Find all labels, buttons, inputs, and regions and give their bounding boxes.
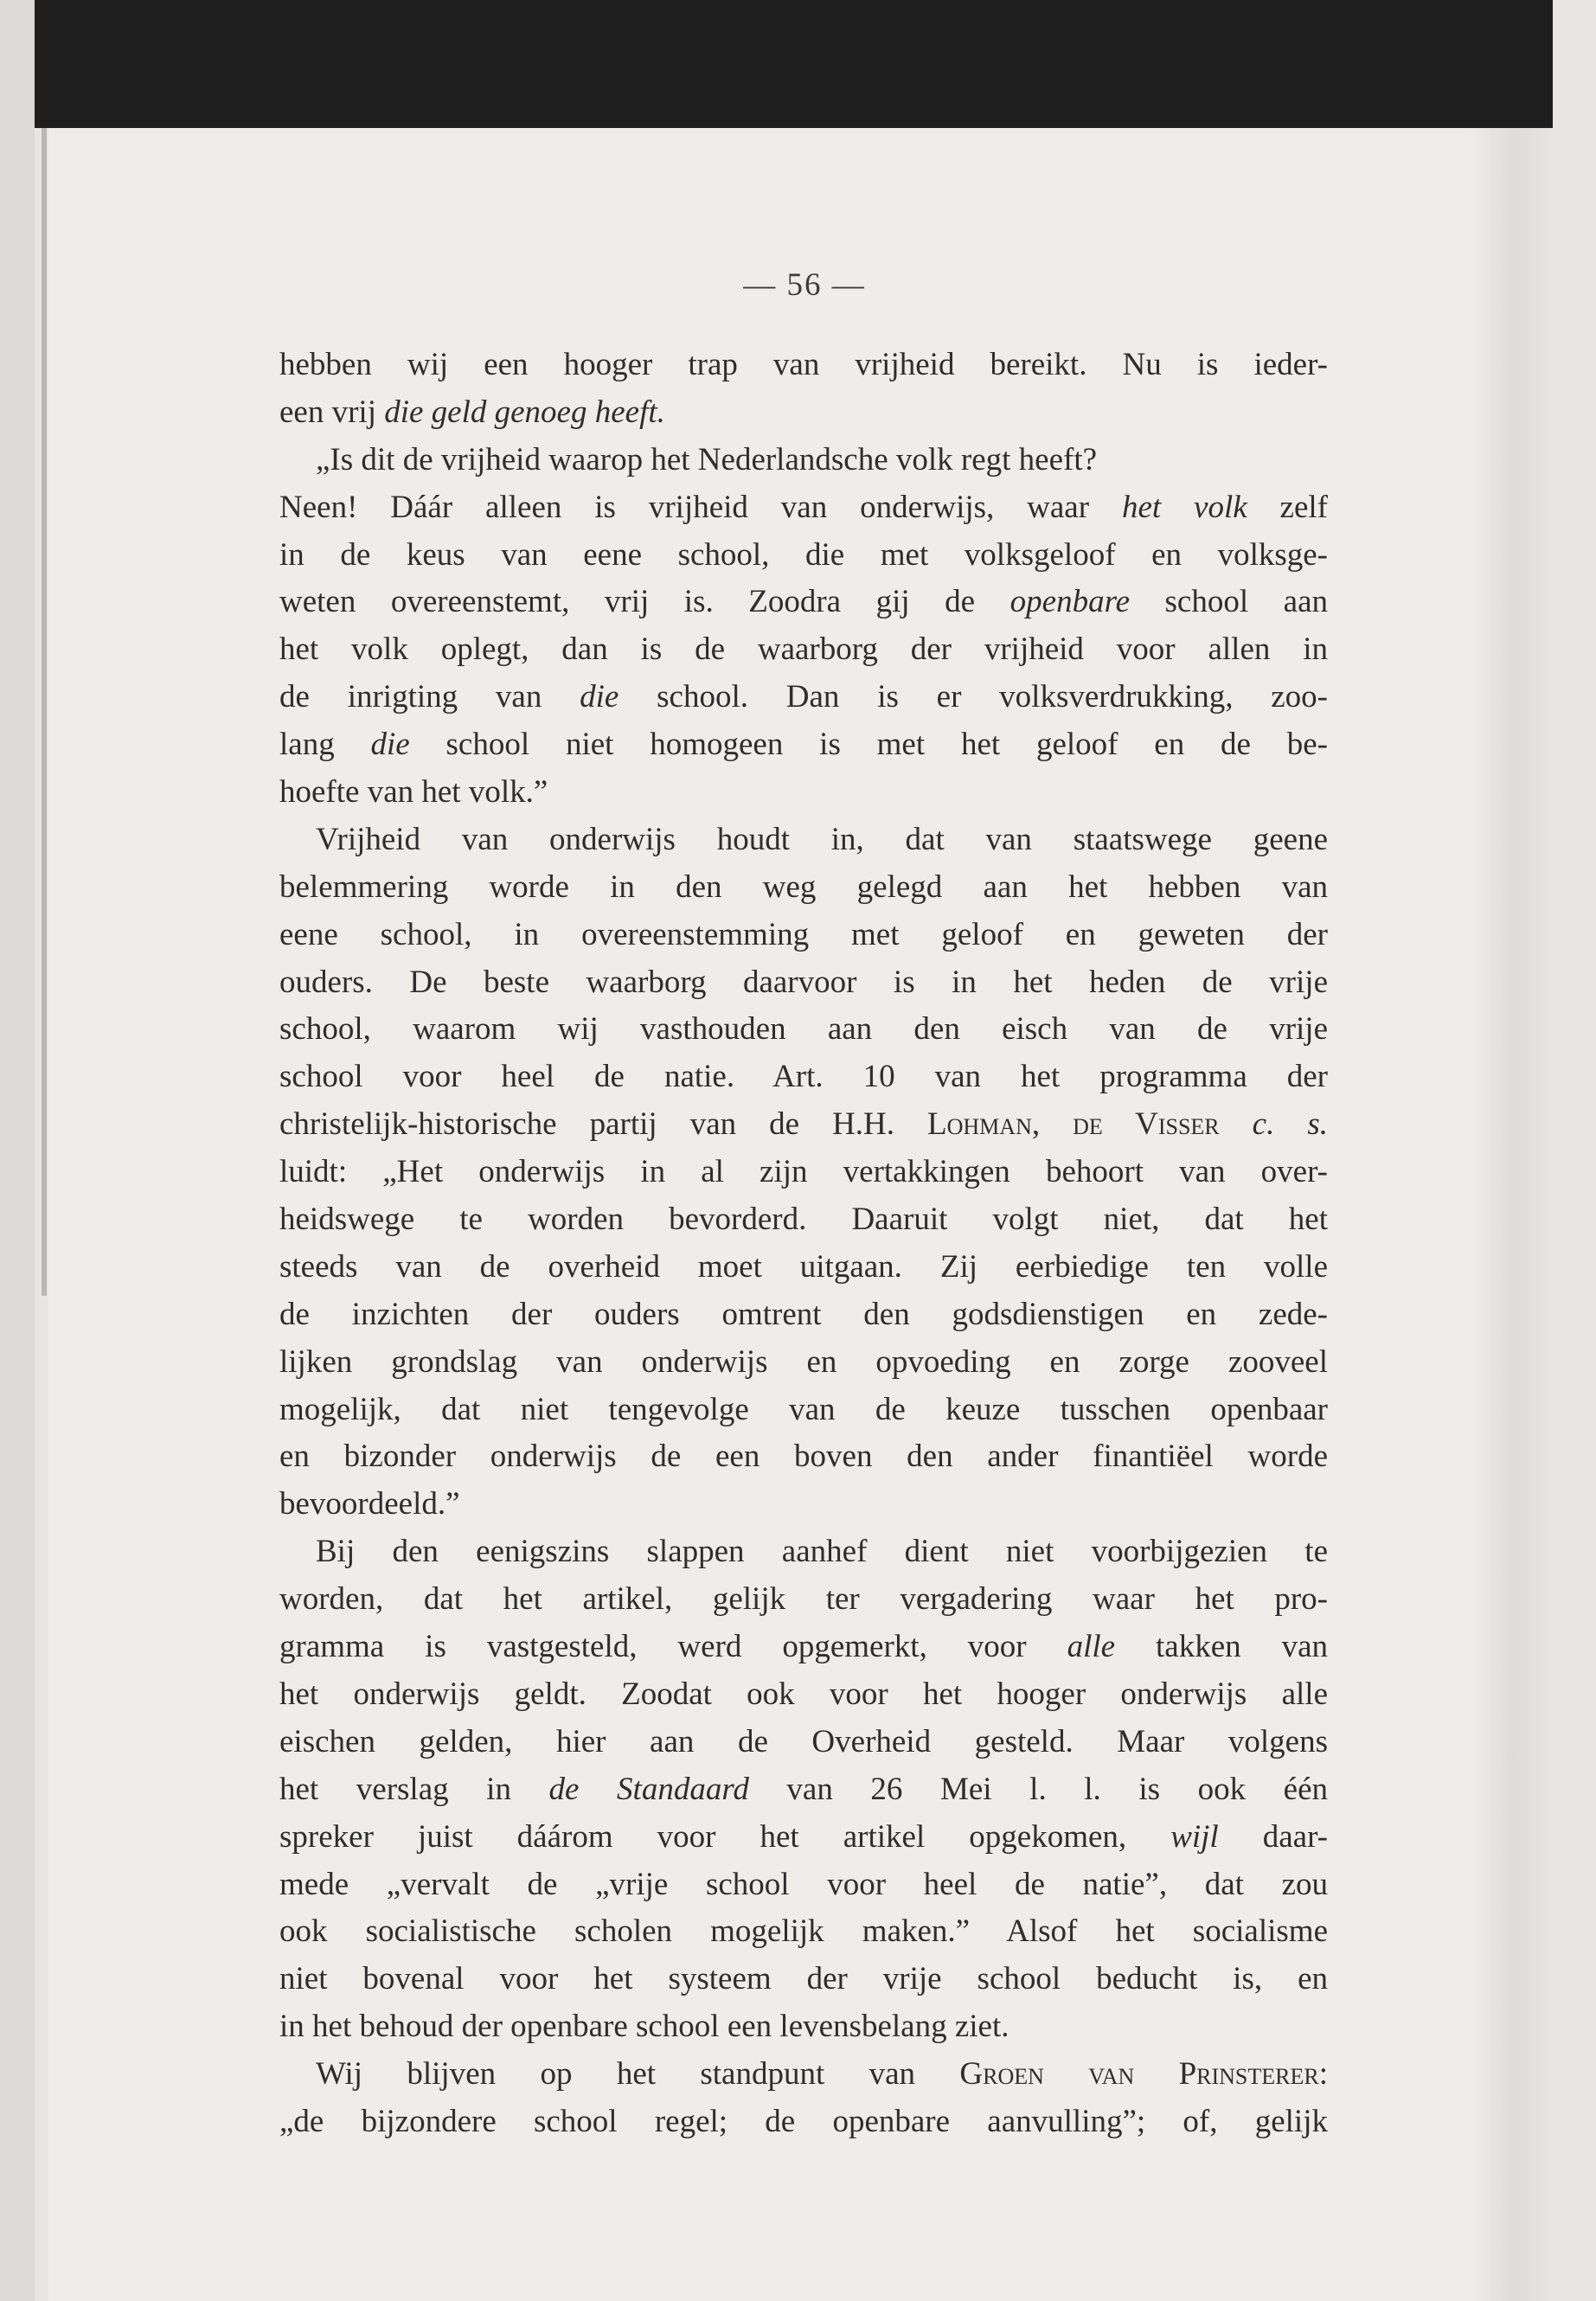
text-line [279, 1006, 1328, 1054]
text-line [279, 1196, 1328, 1244]
text-segment: weten overeenstemt, vrij is. Zoodra gij de [279, 584, 1010, 620]
text-segment: de inrigting van [279, 679, 580, 715]
page-gutter-shadow [1471, 128, 1549, 2301]
text-line [279, 1814, 1328, 1862]
italic-text: de Standaard [548, 1771, 749, 1807]
text-segment: het onderwijs geldt. Zoodat ook voor het hooger onderwijs alle [279, 1676, 1328, 1712]
text-line [279, 1956, 1328, 2003]
text-segment: school aan [1130, 584, 1329, 620]
italic-text: c. s. [1252, 1106, 1329, 1143]
text-line [279, 1766, 1328, 1814]
text-line [279, 2051, 1328, 2099]
italic-text: die geld genoeg heeft. [384, 394, 665, 430]
text-line [279, 1862, 1328, 1909]
text-segment: ouders. De beste waarborg daarvoor is in het heden de vrije [279, 964, 1328, 1000]
text-segment: het volk oplegt, dan is de waarborg der vrijheid voor allen in [279, 631, 1328, 668]
text-line [279, 342, 1328, 389]
text-segment: school, waarom wij vasthouden aan den eisch van de vrije [279, 1011, 1328, 1048]
text-line [279, 959, 1328, 1007]
text-segment: in de keus van eene school, die met volksgeloof en volksge- [279, 536, 1328, 573]
text-line [279, 1624, 1328, 1671]
text-line [279, 2003, 1328, 2051]
text-segment: takken van [1115, 1629, 1329, 1665]
small-caps-name: Groen van Prinsterer [959, 2056, 1319, 2093]
text-segment: zelf [1247, 489, 1329, 525]
italic-text: het volk [1121, 489, 1247, 525]
text-line [279, 2099, 1328, 2146]
text-segment: mogelijk, dat niet tengevolge van de keuze tusschen openbaar [279, 1391, 1328, 1427]
body-text [279, 342, 1328, 2146]
text-line [279, 912, 1328, 959]
text-segment: school. Dan is er volksverdrukking, zoo- [619, 679, 1328, 715]
text-segment: Vrijheid van onderwijs houdt in, dat van staatswege geene [316, 821, 1328, 857]
text-line [279, 1481, 1328, 1529]
italic-text: alle [1067, 1629, 1116, 1665]
text-line [279, 1576, 1328, 1624]
text-segment: ook socialistische scholen mogelijk maken.” Alsof het socialisme [279, 1913, 1328, 1950]
text-line [279, 1387, 1328, 1434]
italic-text: wijl [1170, 1818, 1219, 1855]
text-line [279, 1339, 1328, 1387]
text-segment: daar- [1218, 1818, 1328, 1855]
text-segment: worden, dat het artikel, gelijk ter vergadering waar het pro- [279, 1581, 1328, 1618]
text-segment [1220, 1106, 1253, 1142]
text-line [279, 1149, 1328, 1196]
text-segment: de inzichten der ouders omtrent den godsdienstigen en zede- [279, 1296, 1328, 1332]
text-line [279, 579, 1328, 626]
text-line [279, 1719, 1328, 1766]
text-segment: lijken grondslag van onderwijs en opvoeding en zorge zooveel [279, 1343, 1328, 1380]
text-segment: gramma is vastgesteld, werd opgemerkt, voor [279, 1629, 1067, 1665]
text-segment: Neen! Dáár alleen is vrijheid van onderwijs, waar [279, 489, 1122, 525]
text-segment: „Is dit de vrijheid waarop het Nederlandsche volk regt heeft? [316, 441, 1098, 478]
text-line [279, 864, 1328, 912]
text-segment: spreker juist dáárom voor het artikel opgekomen, [279, 1818, 1171, 1855]
text-segment: school niet homogeen is met het geloof en de be- [409, 727, 1328, 763]
text-segment: van 26 Mei l. l. is ook één [748, 1771, 1329, 1807]
text-line [279, 1054, 1328, 1101]
text-segment: hebben wij een hooger trap van vrijheid bereikt. Nu is ieder- [279, 347, 1328, 382]
text-line [279, 532, 1328, 580]
text-segment: niet bovenal voor het systeem der vrije school beducht is, en [279, 1961, 1328, 1997]
italic-text: die [370, 727, 410, 763]
text-segment: het verslag in [279, 1771, 549, 1807]
text-segment: bevoordeeld.” [279, 1486, 460, 1522]
text-line [279, 817, 1328, 864]
text-line [279, 484, 1328, 532]
text-segment: steeds van de overheid moet uitgaan. Zij eerbiedige ten volle [279, 1248, 1328, 1285]
scan-left-margin [0, 0, 35, 2301]
text-segment: een vrij [279, 394, 385, 430]
text-segment: christelijk-historische partij van de H.H. [279, 1106, 928, 1143]
text-line [279, 389, 1328, 437]
text-segment: , [1031, 1106, 1074, 1143]
text-segment: eene school, in overeenstemming met geloof en geweten der [279, 916, 1328, 952]
text-line [279, 1529, 1328, 1576]
text-segment: school voor heel de natie. Art. 10 van het programma der [279, 1059, 1328, 1095]
text-segment: luidt: „Het onderwijs in al zijn vertakkingen behoort van over- [279, 1154, 1328, 1190]
text-line [279, 626, 1328, 674]
small-caps-name: Lohman [927, 1106, 1032, 1143]
text-segment: belemmering worde in den weg gelegd aan het hebben van [279, 868, 1328, 905]
text-segment: : [1318, 2056, 1328, 2093]
text-segment: in het behoud der openbare school een levensbelang ziet. [279, 2009, 1010, 2045]
text-segment: hoefte van het volk.” [279, 774, 548, 811]
text-line [279, 1433, 1328, 1481]
text-line [279, 721, 1328, 769]
text-line [279, 437, 1328, 484]
italic-text: die [580, 679, 619, 715]
text-segment: mede „vervalt de „vrije school voor heel de natie”, dat zou [279, 1866, 1328, 1902]
text-line [279, 1671, 1328, 1719]
text-segment: „de bijzondere school regel; de openbare aanvulling”; of, gelijk [279, 2103, 1328, 2139]
text-segment: Wij blijven op het standpunt van [316, 2056, 960, 2093]
small-caps-name: de Visser [1073, 1106, 1220, 1143]
text-line [279, 1908, 1328, 1956]
page-number: — 56 — [743, 267, 866, 303]
text-line [279, 769, 1328, 817]
text-segment: eischen gelden, hier aan de Overheid gesteld. Maar volgens [279, 1723, 1328, 1759]
text-line [279, 674, 1328, 721]
page-edge-shadow [42, 128, 47, 1296]
scanner-top-band [35, 0, 1553, 128]
text-segment: heidswege te worden bevorderd. Daaruit volgt niet, dat het [279, 1202, 1328, 1238]
text-segment: Bij den eenigszins slappen aanhef dient niet voorbijgezien te [316, 1534, 1328, 1570]
text-line [279, 1292, 1328, 1339]
text-segment: lang [279, 727, 371, 763]
text-line [279, 1244, 1328, 1292]
italic-text: openbare [1010, 584, 1131, 620]
text-segment: en bizonder onderwijs de een boven den ander finantiëel worde [279, 1439, 1328, 1475]
text-line [279, 1101, 1328, 1149]
